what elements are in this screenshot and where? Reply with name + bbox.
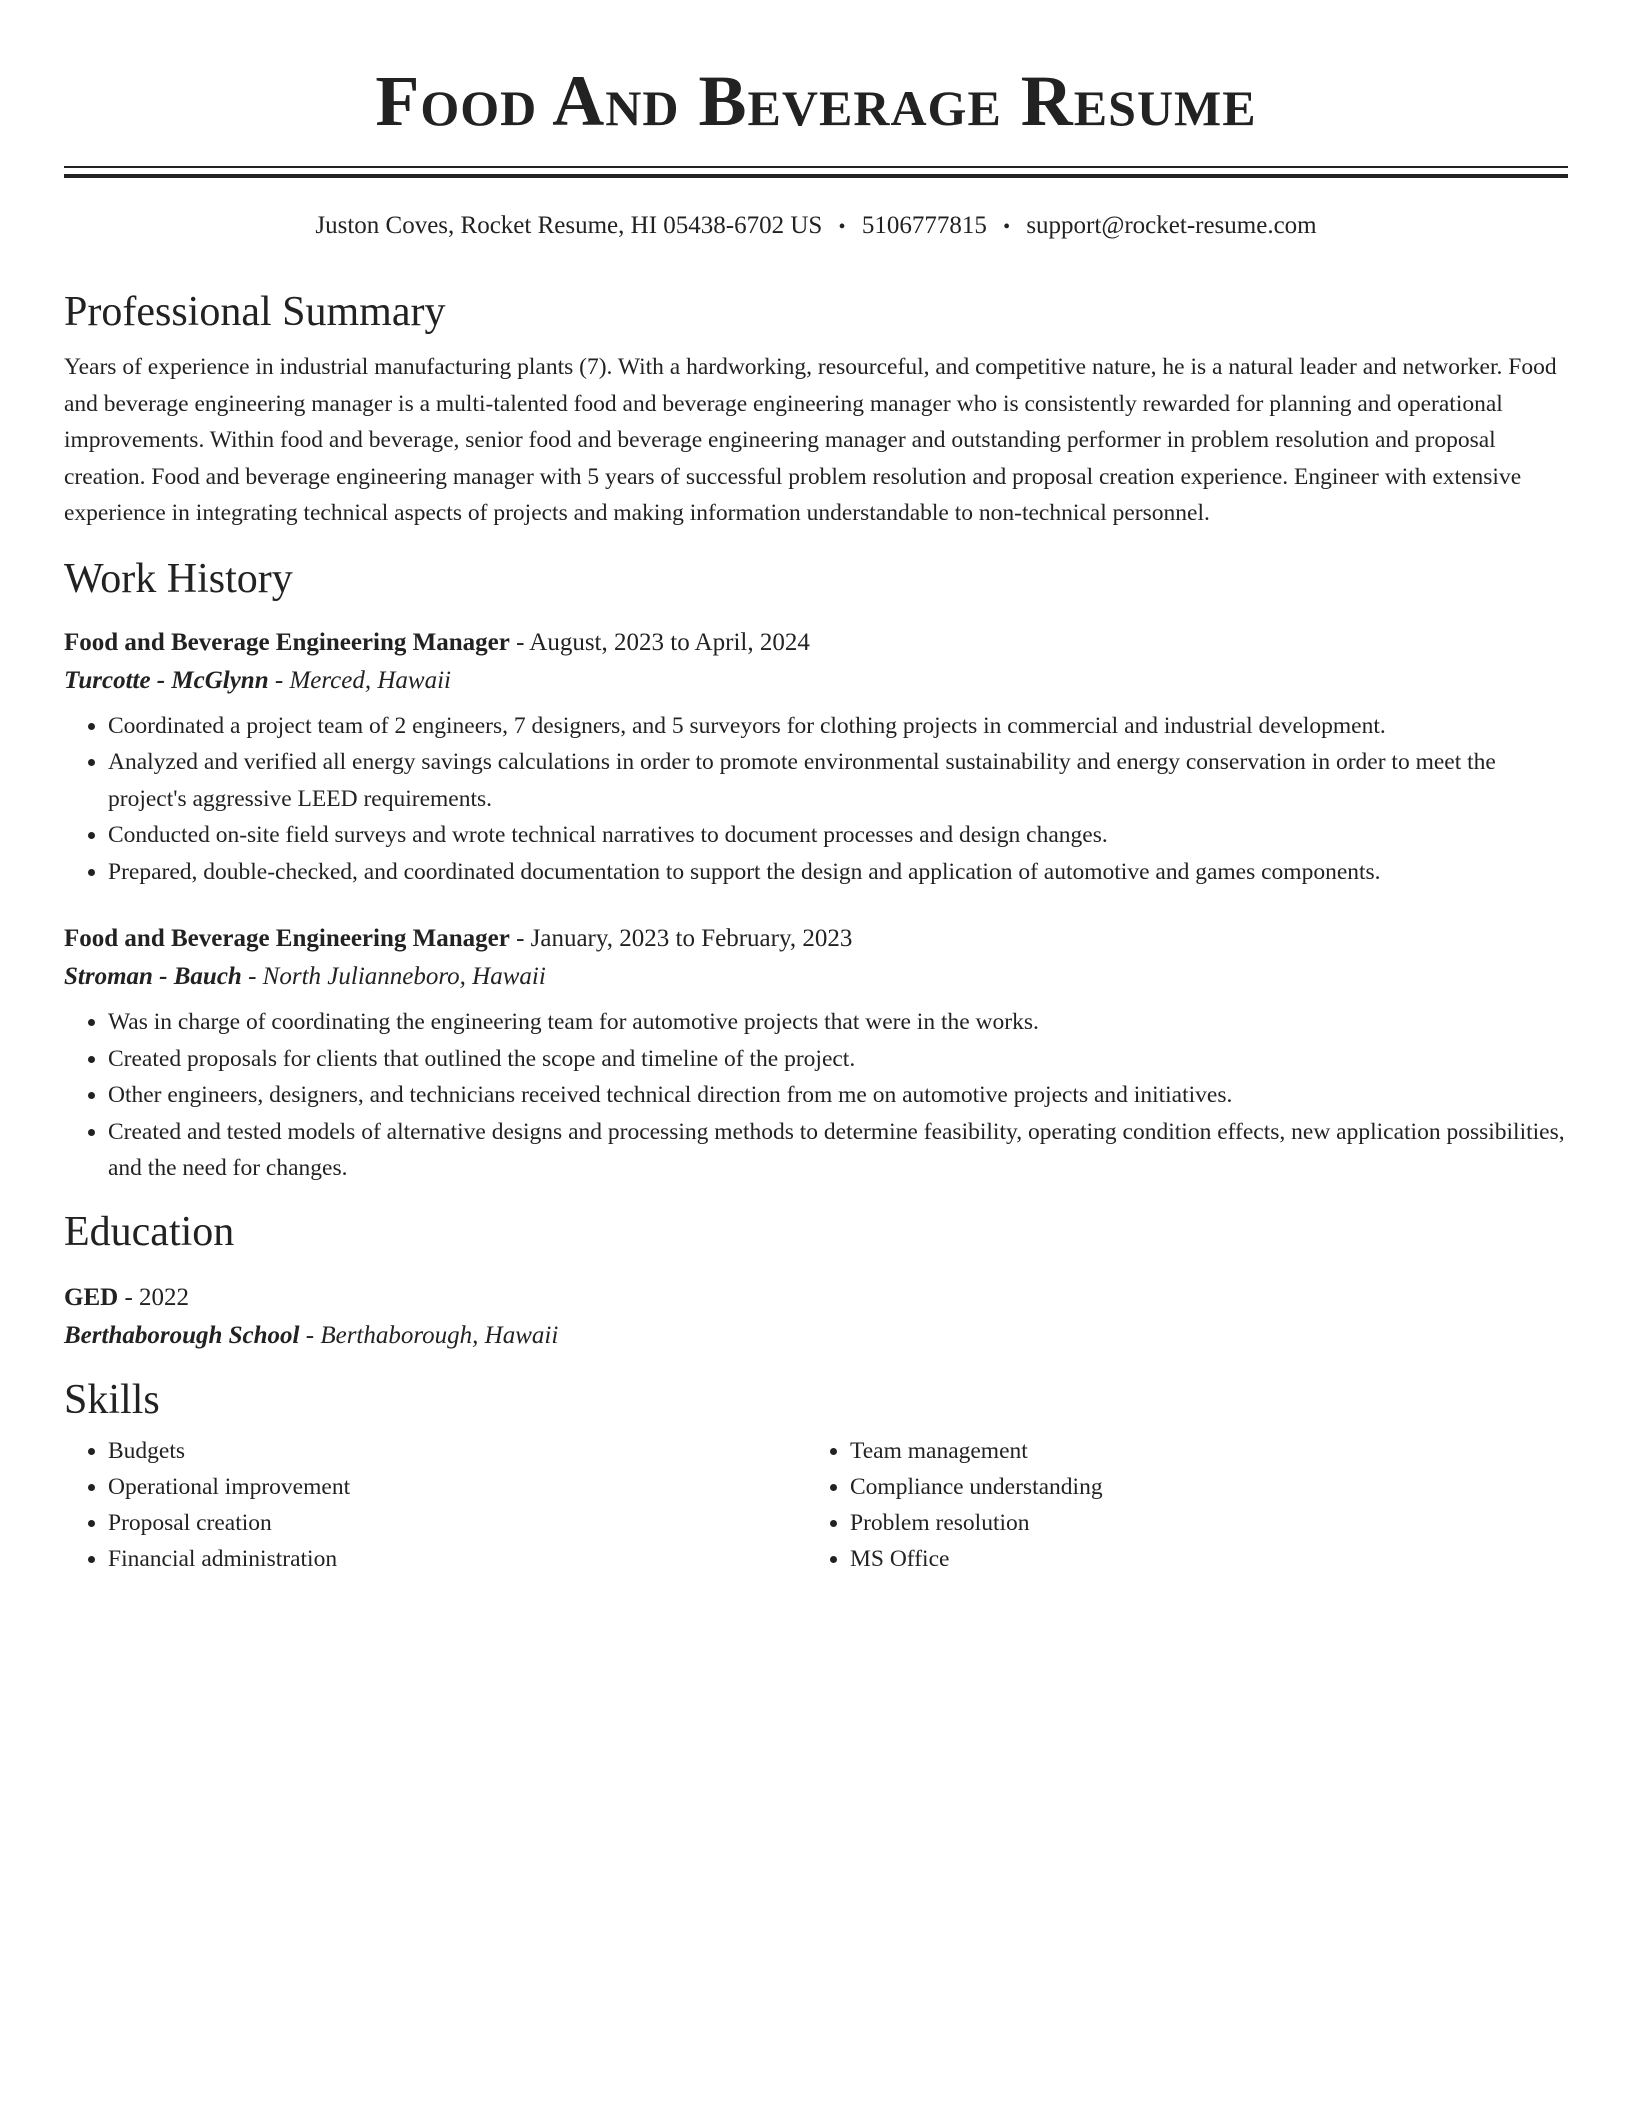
dash: - bbox=[268, 666, 290, 694]
job-entry bbox=[64, 624, 1568, 891]
skills-column-right bbox=[806, 1433, 1548, 1577]
dash: - bbox=[299, 1321, 321, 1349]
dash: - bbox=[118, 1283, 140, 1311]
job-bullet: • Coordinated a project team of 2 engineers, 7 designers, and 5 surveyors for clothing projects in commercial and industrial development. bbox=[108, 708, 1568, 745]
education-degree-line bbox=[64, 1279, 1568, 1317]
education-school: Berthaborough School bbox=[64, 1321, 300, 1349]
job-company-line bbox=[64, 662, 1568, 700]
dash: - bbox=[241, 963, 263, 990]
contact-separator: • bbox=[1003, 216, 1011, 238]
resume-title: Food And Beverage Resume bbox=[375, 61, 1257, 141]
job-role: Food and Beverage Engineering Manager bbox=[64, 925, 510, 952]
skills-column-left bbox=[64, 1433, 806, 1577]
job-title-line bbox=[64, 624, 1568, 662]
education-year: 2022 bbox=[139, 1283, 190, 1311]
job-dates: January, 2023 to February, 2023 bbox=[530, 925, 853, 952]
title-divider bbox=[64, 166, 1568, 178]
job-bullets bbox=[64, 708, 1568, 891]
job-bullet: • Was in charge of coordinating the engineering team for automotive projects that were in the works. bbox=[108, 1004, 1568, 1041]
job-location: Merced, Hawaii bbox=[289, 666, 451, 694]
work-history-heading: Work History bbox=[64, 555, 293, 602]
contact-phone: 5106777815 bbox=[861, 212, 987, 239]
job-entry bbox=[64, 920, 1568, 1187]
skill-item: • Financial administration bbox=[108, 1541, 806, 1577]
education-degree: GED bbox=[64, 1283, 119, 1311]
job-role: Food and Beverage Engineering Manager bbox=[64, 628, 510, 656]
job-bullet: • Created proposals for clients that outlined the scope and timeline of the project. bbox=[108, 1041, 1568, 1078]
job-bullet: • Conducted on-site field surveys and wrote technical narratives to document processes and design changes. bbox=[108, 817, 1568, 854]
skill-item: • Compliance understanding bbox=[850, 1469, 1548, 1505]
education-location: Berthaborough, Hawaii bbox=[320, 1321, 559, 1349]
summary-heading: Professional Summary bbox=[64, 289, 446, 335]
skill-item: • MS Office bbox=[850, 1541, 1548, 1577]
contact-address: Juston Coves, Rocket Resume, HI 05438-6702 US bbox=[315, 212, 823, 239]
job-bullets bbox=[64, 1004, 1568, 1187]
job-bullet: • Other engineers, designers, and technicians received technical direction from me on automotive projects and initiatives. bbox=[108, 1077, 1568, 1114]
job-bullet: • Created and tested models of alternative designs and processing methods to determine feasibility, operating condition effects, new application possibilities, and the need for changes. bbox=[108, 1114, 1568, 1187]
dash: - bbox=[509, 628, 530, 656]
skill-item: • Team management bbox=[850, 1433, 1548, 1469]
skill-item: • Problem resolution bbox=[850, 1505, 1548, 1541]
job-dates: August, 2023 to April, 2024 bbox=[529, 628, 810, 656]
skills-heading: Skills bbox=[64, 1376, 160, 1423]
job-company: Turcotte - McGlynn bbox=[64, 666, 269, 694]
contact-line bbox=[64, 208, 1568, 245]
job-title-line bbox=[64, 920, 1568, 958]
job-company: Stroman - Bauch bbox=[64, 963, 242, 990]
job-company-line bbox=[64, 958, 1568, 996]
skills-grid bbox=[64, 1433, 1568, 1577]
education-school-line bbox=[64, 1317, 1568, 1355]
contact-email: support@rocket-resume.com bbox=[1026, 212, 1317, 239]
job-location: North Julianneboro, Hawaii bbox=[262, 963, 546, 990]
job-bullet: • Analyzed and verified all energy savings calculations in order to promote environmental sustainability and energy conservation in order to meet the project's aggressive LEED requirements. bbox=[108, 744, 1568, 817]
dash: - bbox=[509, 925, 531, 952]
skill-item: • Operational improvement bbox=[108, 1469, 806, 1505]
education-heading: Education bbox=[64, 1208, 235, 1255]
skill-item: • Budgets bbox=[108, 1433, 806, 1469]
skill-item: • Proposal creation bbox=[108, 1505, 806, 1541]
summary-text: Years of experience in industrial manufacturing plants (7). With a hardworking, resourceful, and competitive nature, he is a natural leader and networker. Food and beverage engineering manager is a multi-talented food and beverage engineering manager who is consistently rewarded for planning and operational improvements. Within food and beverage, senior food and beverage engineering manager and outstanding performer in problem resolution and proposal creation. Food and beverage engineering manager with 5 years of successful problem resolution and proposal creation experience. Engineer with extensive experience in integrating technical aspects of projects and making information understandable to non-technical personnel. bbox=[64, 354, 1557, 526]
job-bullet: • Prepared, double-checked, and coordinated documentation to support the design and application of automotive and games components. bbox=[108, 854, 1568, 891]
contact-separator: • bbox=[838, 216, 846, 238]
